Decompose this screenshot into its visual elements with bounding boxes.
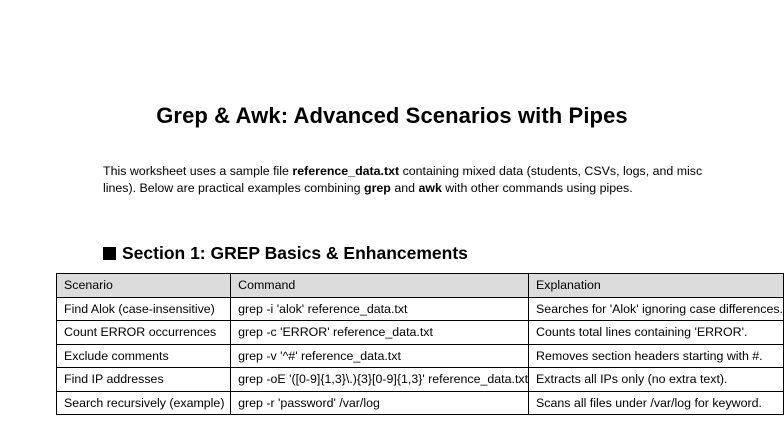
cell-command: grep -v '^#' reference_data.txt [231, 344, 529, 368]
cell-scenario: Search recursively (example) [57, 391, 231, 415]
grep-commands-table [56, 273, 784, 415]
square-icon [103, 247, 116, 260]
header-explanation: Explanation [529, 274, 784, 298]
section-1-heading-text: Section 1: GREP Basics & Enhancements [122, 243, 468, 263]
cell-command: grep -r 'password' /var/log [231, 391, 529, 415]
cell-scenario: Count ERROR occurrences [57, 321, 231, 345]
intro-grep: grep [364, 180, 391, 195]
cell-command: grep -c 'ERROR' reference_data.txt [231, 321, 529, 345]
intro-filename: reference_data.txt [292, 164, 400, 178]
cell-command: grep -i 'alok' reference_data.txt [231, 297, 529, 321]
page-title: Grep & Awk: Advanced Scenarios with Pipes [156, 103, 628, 128]
cell-explanation: Searches for 'Alok' ignoring case differences. [529, 297, 784, 321]
cell-command: grep -oE '([0-9]{1,3}\.){3}[0-9]{1,3}' reference_data.txt [231, 368, 529, 392]
intro-awk: awk [418, 180, 442, 195]
cell-scenario: Exclude comments [57, 344, 231, 368]
intro-paragraph [103, 163, 703, 196]
intro-text-and: and [390, 180, 419, 195]
cell-explanation: Extracts all IPs only (no extra text). [529, 368, 784, 392]
table-row [57, 344, 784, 368]
cell-explanation: Counts total lines containing 'ERROR'. [529, 321, 784, 345]
table-row [57, 321, 784, 345]
table-header-row [57, 274, 784, 298]
cell-scenario: Find Alok (case-insensitive) [57, 297, 231, 321]
intro-text-3: with other commands using pipes. [441, 180, 633, 195]
intro-text-2: containing mixed data (students, CSVs, logs, and misc lines). Below are practical examples combining [103, 164, 703, 195]
table-row [57, 368, 784, 392]
intro-text-1: This worksheet uses a sample file [103, 164, 293, 178]
table-row [57, 297, 784, 321]
header-command: Command [231, 274, 529, 298]
table-row [57, 391, 784, 415]
cell-explanation: Removes section headers starting with #. [529, 344, 784, 368]
section-1-heading [103, 243, 468, 264]
cell-explanation: Scans all files under /var/log for keyword. [529, 391, 784, 415]
header-scenario: Scenario [57, 274, 231, 298]
cell-scenario: Find IP addresses [57, 368, 231, 392]
